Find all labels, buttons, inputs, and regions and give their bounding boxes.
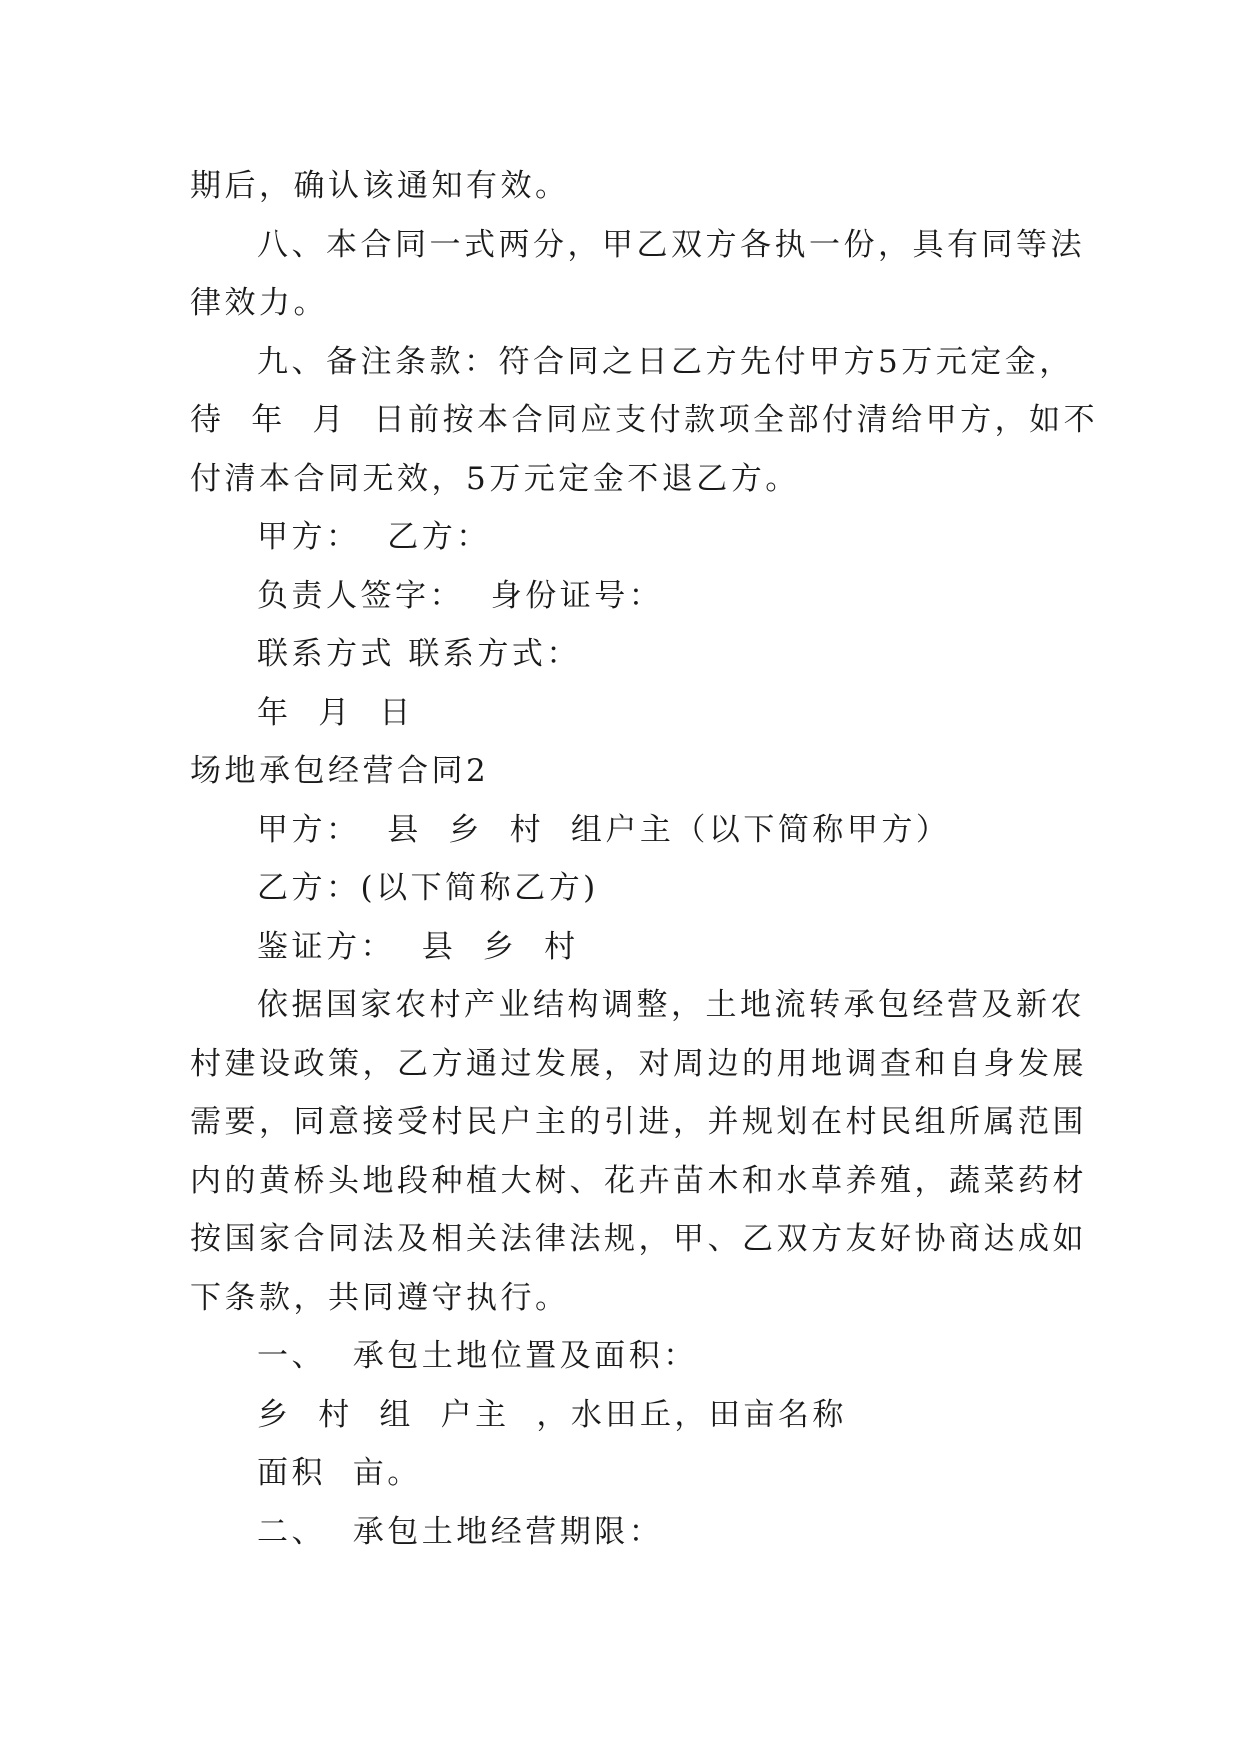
contact-line: 联系方式 联系方式： — [257, 636, 581, 672]
text-line: 律效力。 — [190, 285, 328, 321]
signature-party-line: 甲方： 乙方： — [257, 519, 491, 555]
section-title: 场地承包经营合同2 — [190, 753, 490, 789]
witness-line: 鉴证方： 县 乡 村 — [257, 929, 579, 965]
text-line: 内的黄桥头地段种植大树、花卉苗木和水草养殖，蔬菜药材 — [190, 1163, 1087, 1199]
date-line: 年 月 日 — [257, 695, 414, 731]
signature-id-line: 负责人签字： 身份证号： — [257, 578, 664, 614]
text-line: 需要，同意接受村民户主的引进，并规划在村民组所属范围 — [190, 1104, 1087, 1140]
clause-heading: 二、 承包土地经营期限： — [257, 1514, 664, 1550]
text-line: 乡 村 组 户主 ，水田丘，田亩名称 — [257, 1397, 847, 1433]
clause-heading: 一、 承包土地位置及面积： — [257, 1338, 698, 1374]
text-line: 按国家合同法及相关法律法规，甲、乙双方友好协商达成如 — [190, 1221, 1087, 1257]
text-line: 九、备注条款：符合同之日乙方先付甲方5万元定金， — [257, 344, 1074, 380]
text-line: 期后，确认该通知有效。 — [190, 168, 570, 204]
text-line: 下条款，共同遵守执行。 — [190, 1280, 570, 1316]
text-line: 待 年 月 日前按本合同应支付款项全部付清给甲方，如不 — [190, 402, 1099, 438]
party-a-line: 甲方： 县 乡 村 组户主（以下简称甲方） — [257, 812, 951, 848]
text-line: 村建设政策，乙方通过发展，对周边的用地调查和自身发展 — [190, 1046, 1087, 1082]
text-line: 面积 亩。 — [257, 1455, 422, 1491]
text-line: 依据国家农村产业结构调整，土地流转承包经营及新农 — [257, 987, 1085, 1023]
text-line: 付清本合同无效，5万元定金不退乙方。 — [190, 461, 800, 497]
text-line: 八、本合同一式两分，甲乙双方各执一份，具有同等法 — [257, 227, 1085, 263]
party-b-line: 乙方：(以下简称乙方) — [257, 870, 599, 906]
